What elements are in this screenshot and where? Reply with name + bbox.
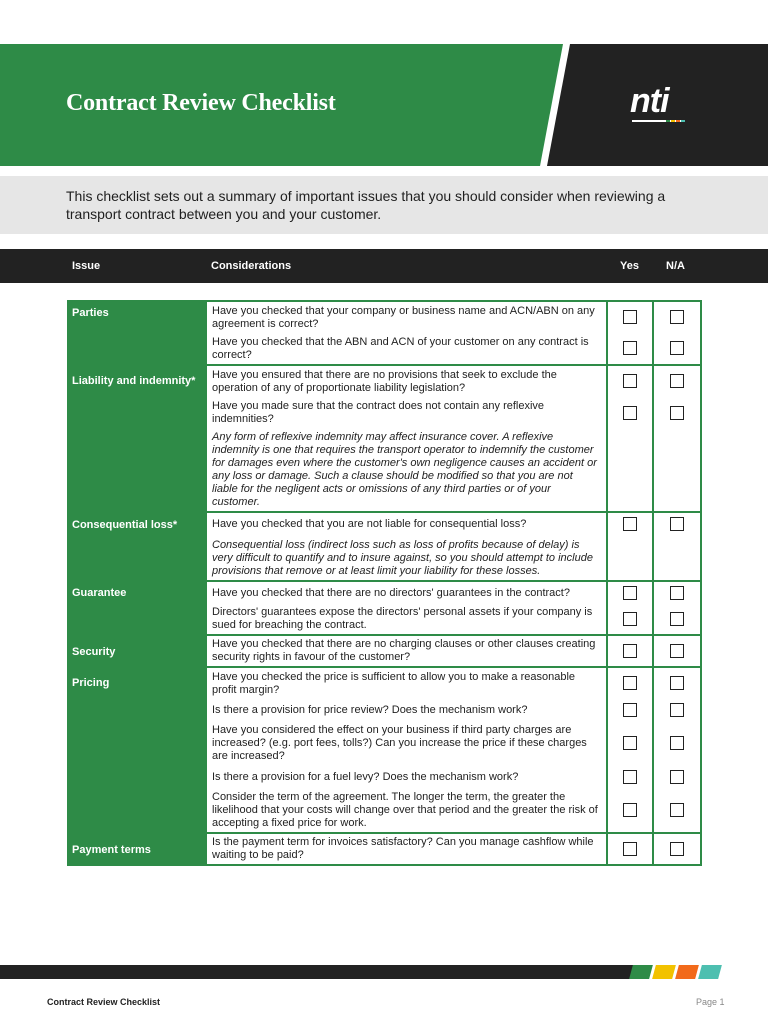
yes-checkbox[interactable] [623, 736, 637, 750]
logo-text: nti [630, 82, 669, 120]
col-issue: Issue [72, 260, 101, 272]
na-checkbox[interactable] [670, 644, 684, 658]
na-checkbox[interactable] [670, 374, 684, 388]
consideration-text: Have you checked the price is sufficient to allow you to make a reasonable profit margin? [206, 667, 607, 699]
consideration-text: Have you checked that there are no directors' guarantees in the contract? [206, 581, 607, 604]
issue-liability: Liability and indemnity* [67, 365, 206, 512]
na-checkbox[interactable] [670, 842, 684, 856]
na-checkbox[interactable] [670, 736, 684, 750]
consideration-text: Consider the term of the agreement. The longer the term, the greater the likelihood that your costs will change over that period and the greater the risk of accepting a fixed price for work. [206, 788, 607, 833]
page-number: Page 1 [696, 997, 725, 1007]
footer-swatch-green [629, 965, 653, 979]
yes-checkbox[interactable] [623, 310, 637, 324]
page-title: Contract Review Checklist [66, 90, 336, 116]
na-checkbox[interactable] [670, 517, 684, 531]
footer-swatch-yellow [652, 965, 676, 979]
column-header-bar [0, 249, 768, 283]
footer-swatch-orange [675, 965, 699, 979]
issue-payment-terms: Payment terms [67, 833, 206, 865]
yes-checkbox[interactable] [623, 612, 637, 626]
table-row [67, 512, 701, 536]
na-checkbox[interactable] [670, 676, 684, 690]
consideration-text: Is there a provision for a fuel levy? Does the mechanism work? [206, 766, 607, 788]
intro-box [0, 176, 768, 234]
na-checkbox[interactable] [670, 586, 684, 600]
consideration-text: Have you made sure that the contract does not contain any reflexive indemnities? [206, 397, 607, 429]
yes-checkbox[interactable] [623, 703, 637, 717]
logo-color-dots [666, 120, 685, 122]
table-row [67, 301, 701, 333]
yes-checkbox[interactable] [623, 406, 637, 420]
yes-checkbox[interactable] [623, 374, 637, 388]
table-row [67, 635, 701, 667]
na-checkbox[interactable] [670, 612, 684, 626]
table-row [67, 581, 701, 604]
yes-checkbox[interactable] [623, 803, 637, 817]
consideration-text: Is the payment term for invoices satisfactory? Can you manage cashflow while waiting to be paid? [206, 833, 607, 865]
consideration-text: Have you checked that you are not liable for consequential loss? [206, 512, 607, 536]
issue-guarantee: Guarantee [67, 581, 206, 635]
na-checkbox[interactable] [670, 803, 684, 817]
issue-security: Security [67, 635, 206, 667]
consideration-note: Any form of reflexive indemnity may affect insurance cover. A reflexive indemnity is one that requires the transport operator to indemnify the customer for damages even where the customer's own negligence causes an accident or any loss or damage. Such a clause should be modified so that you are not liable for the negligent acts or omissions of any third parties or of your customer. [206, 429, 607, 512]
table-row [67, 667, 701, 699]
checklist-table [67, 300, 702, 866]
issue-consequential-loss: Consequential loss* [67, 512, 206, 581]
table-row [67, 833, 701, 865]
yes-checkbox[interactable] [623, 676, 637, 690]
table-row [67, 365, 701, 397]
consideration-text: Is there a provision for price review? Does the mechanism work? [206, 699, 607, 721]
na-checkbox[interactable] [670, 341, 684, 355]
footer-swatch-teal [698, 965, 722, 979]
consideration-text: Have you checked that your company or business name and ACN/ABN on any agreement is correct? [206, 301, 607, 333]
na-checkbox[interactable] [670, 310, 684, 324]
yes-checkbox[interactable] [623, 842, 637, 856]
consideration-note: Consequential loss (indirect loss such as loss of profits because of delay) is very difficult to quantify and to insure against, so you should attempt to include provisions that remove or at least limit your liability for these losses. [206, 536, 607, 581]
yes-checkbox[interactable] [623, 770, 637, 784]
col-considerations: Considerations [211, 260, 292, 272]
nti-logo [630, 84, 692, 126]
consideration-text: Have you checked that the ABN and ACN of your customer on any contract is correct? [206, 333, 607, 365]
na-checkbox[interactable] [670, 703, 684, 717]
col-na: N/A [666, 260, 685, 272]
consideration-text: Have you considered the effect on your business if third party charges are increased? (e.g. port fees, tolls?) Can you increase the price if these charges are increased? [206, 721, 607, 766]
yes-checkbox[interactable] [623, 586, 637, 600]
yes-checkbox[interactable] [623, 517, 637, 531]
yes-checkbox[interactable] [623, 644, 637, 658]
consideration-text: Have you ensured that there are no provisions that seek to exclude the operation of any of proportionate liability legislation? [206, 365, 607, 397]
na-checkbox[interactable] [670, 406, 684, 420]
intro-text: This checklist sets out a summary of important issues that you should consider when reviewing a transport contract between you and your customer. [66, 188, 666, 222]
yes-checkbox[interactable] [623, 341, 637, 355]
issue-pricing: Pricing [67, 667, 206, 833]
issue-parties: Parties [67, 301, 206, 365]
footer-bar [0, 965, 640, 979]
consideration-text: Directors' guarantees expose the directors' personal assets if your company is sued for breaching the contract. [206, 604, 607, 635]
na-checkbox[interactable] [670, 770, 684, 784]
col-yes: Yes [620, 260, 639, 272]
consideration-text: Have you checked that there are no charging clauses or other clauses creating security rights in favour of the customer? [206, 635, 607, 667]
footer-doc-title: Contract Review Checklist [47, 997, 161, 1007]
